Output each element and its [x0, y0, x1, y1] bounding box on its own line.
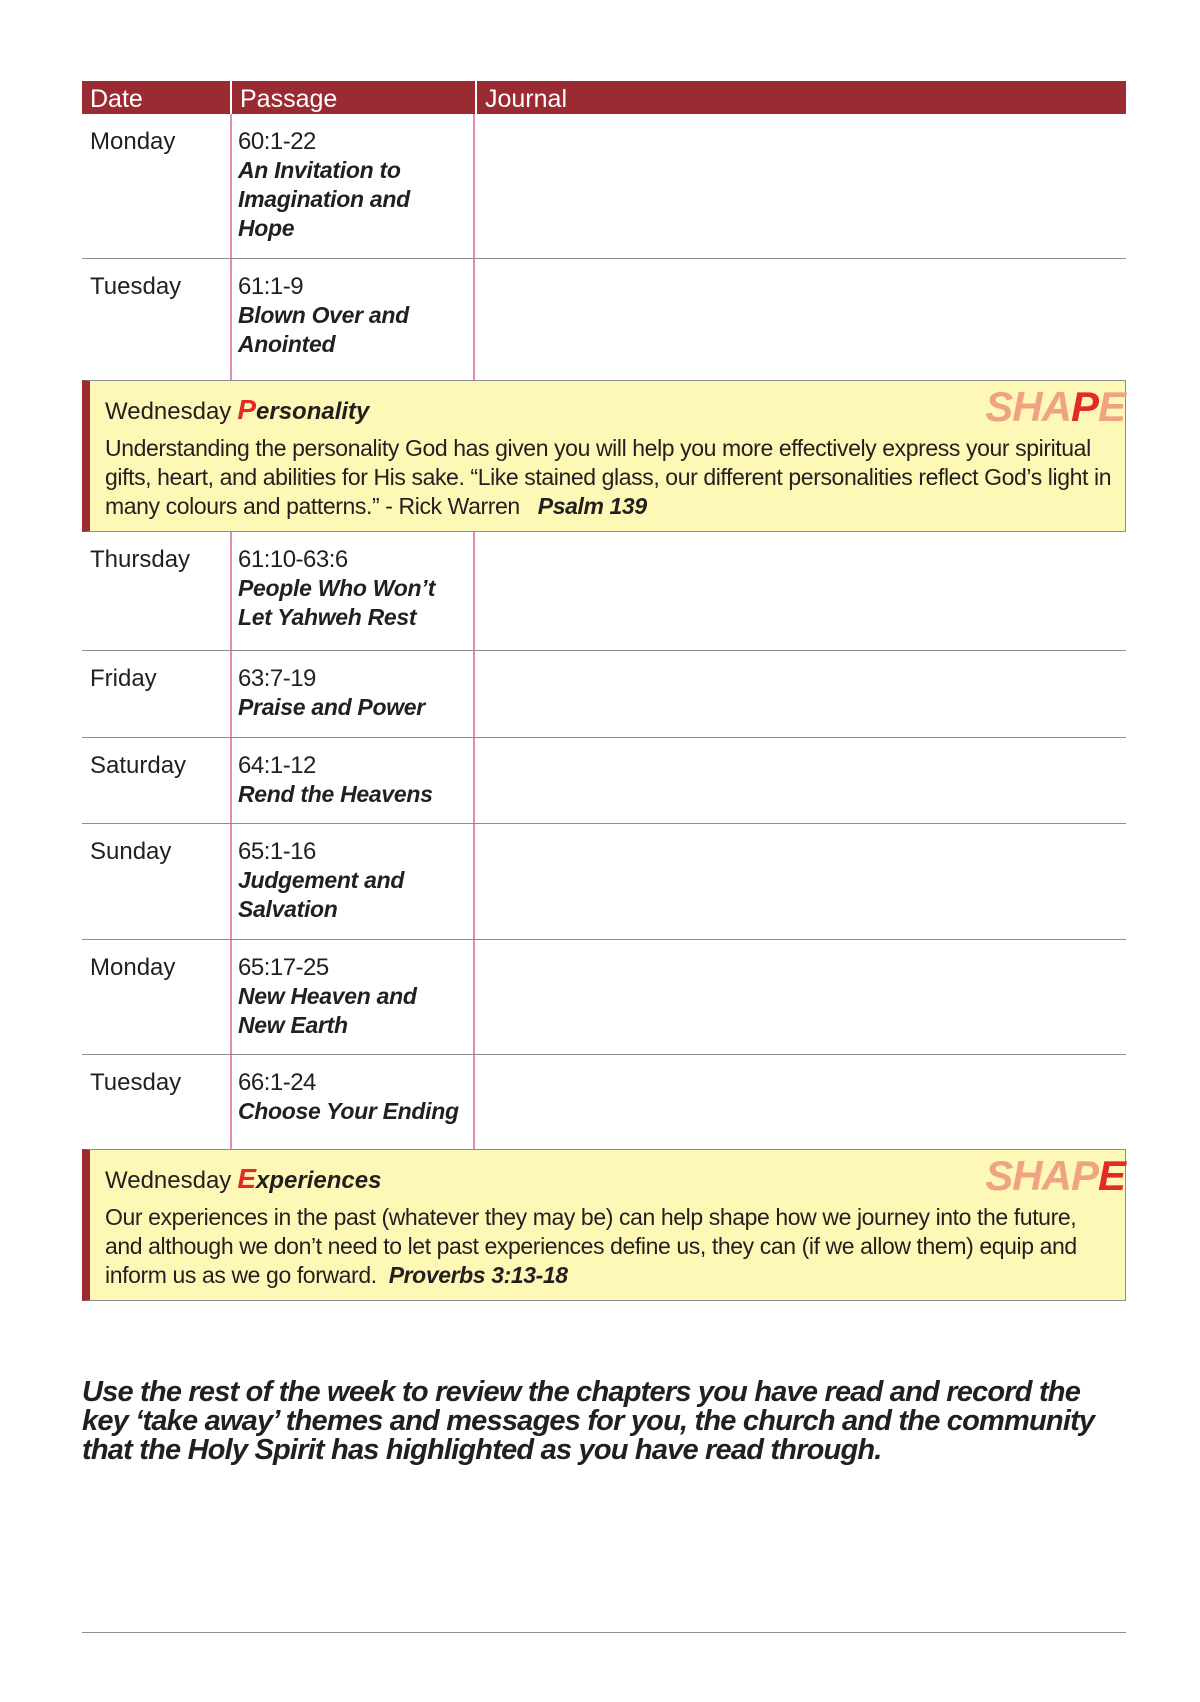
scripture-ref: Psalm 139: [537, 493, 647, 519]
shape-letter: S: [985, 1152, 1013, 1199]
row-passage: [230, 1055, 475, 1149]
shape-initial: E: [237, 1163, 256, 1194]
passage-ref: 61:1-9: [238, 273, 304, 300]
table-row: [82, 1055, 1126, 1149]
bottom-divider: [82, 1632, 1126, 1633]
shape-description: Understanding the personality God has given you will help you more effectively express your spiritual gifts, heart, and abilities for His sake. “Like stained glass, our different personalities reflect God’s light in many colours and patterns.” - Rick Warren: [105, 435, 1112, 519]
passage-title: Blown Over and Anointed: [238, 302, 409, 357]
passage-ref: 66:1-24: [238, 1069, 316, 1096]
row-day: Thursday: [90, 546, 191, 573]
passage-title: Praise and Power: [238, 694, 425, 720]
shape-letter-active: P: [1070, 383, 1098, 430]
closing-instruction: Use the rest of the week to review the chapters you have read and record the key ‘take away’ themes and messages for you, the church and the community that the Holy Spirit has highlighted as you have read through.: [82, 1376, 1095, 1466]
shape-day: Wednesday: [105, 1167, 232, 1194]
journal-entry-area[interactable]: [475, 532, 1126, 650]
passage-ref: 65:1-16: [238, 838, 316, 865]
shape-box-experiences: [82, 1149, 1126, 1301]
journal-entry-area[interactable]: [475, 1055, 1126, 1149]
row-passage: [230, 532, 475, 650]
journal-entry-area[interactable]: [475, 259, 1126, 380]
header-passage: Passage: [230, 81, 475, 114]
table-row: [82, 824, 1126, 940]
shape-letter-active: E: [1097, 1152, 1125, 1199]
passage-ref: 60:1-22: [238, 128, 316, 155]
shape-letter: A: [1041, 383, 1071, 430]
table-row: [82, 738, 1126, 824]
journal-entry-area[interactable]: [475, 824, 1126, 939]
shape-day: Wednesday: [105, 398, 232, 425]
passage-title: An Invitation to Imagination and Hope: [238, 157, 410, 241]
row-day: Monday: [90, 128, 176, 155]
row-day: Tuesday: [90, 1069, 182, 1096]
journal-entry-area[interactable]: [475, 940, 1126, 1054]
passage-title: Choose Your Ending: [238, 1098, 459, 1124]
shape-wordmark: [985, 383, 1125, 431]
shape-letter: H: [1012, 1152, 1042, 1199]
shape-initial: P: [237, 394, 256, 425]
passage-ref: 65:17-25: [238, 954, 329, 981]
passage-title: People Who Won’t Let Yahweh Rest: [238, 575, 436, 630]
shape-description: Our experiences in the past (whatever they may be) can help shape how we journey into the future, and although we don’t need to let past experiences define us, they can (if we allow them) equip and inform us as we go forward.: [105, 1204, 1077, 1288]
row-passage: [230, 824, 475, 939]
shape-wordmark: [985, 1152, 1125, 1200]
header-date: Date: [90, 85, 143, 113]
shape-heading-rest: ersonality: [256, 398, 370, 425]
table-row: [82, 940, 1126, 1055]
table-row: [82, 651, 1126, 738]
row-day: Monday: [90, 954, 176, 981]
passage-title: Rend the Heavens: [238, 781, 433, 807]
passage-title: Judgement and Salvation: [238, 867, 405, 922]
table-row: [82, 114, 1126, 259]
passage-title: New Heaven and New Earth: [238, 983, 417, 1038]
passage-ref: 61:10-63:6: [238, 546, 348, 573]
shape-letter: S: [985, 383, 1013, 430]
shape-letter: E: [1097, 383, 1125, 430]
row-day: Saturday: [90, 752, 187, 779]
shape-heading: [237, 394, 370, 425]
shape-letter: A: [1041, 1152, 1071, 1199]
row-passage: [230, 738, 475, 823]
reading-plan-table: [82, 81, 1126, 1301]
passage-ref: 64:1-12: [238, 752, 316, 779]
table-row: [82, 259, 1126, 380]
journal-entry-area[interactable]: [475, 738, 1126, 823]
table-header: [82, 81, 1126, 114]
scripture-ref: Proverbs 3:13-18: [388, 1262, 568, 1288]
row-passage: [230, 259, 475, 380]
row-day: Friday: [90, 665, 157, 692]
shape-box-personality: [82, 380, 1126, 532]
passage-ref: 63:7-19: [238, 665, 316, 692]
row-passage: [230, 940, 475, 1054]
row-passage: [230, 651, 475, 737]
row-day: Tuesday: [90, 273, 182, 300]
shape-heading-rest: xperiences: [256, 1167, 382, 1194]
shape-letter: H: [1012, 383, 1042, 430]
shape-heading: [237, 1163, 382, 1194]
journal-entry-area[interactable]: [475, 114, 1126, 258]
header-journal: Journal: [475, 81, 1126, 114]
journal-entry-area[interactable]: [475, 651, 1126, 737]
shape-letter: P: [1070, 1152, 1098, 1199]
table-row: [82, 532, 1126, 651]
row-passage: [230, 114, 475, 258]
row-day: Sunday: [90, 838, 172, 865]
